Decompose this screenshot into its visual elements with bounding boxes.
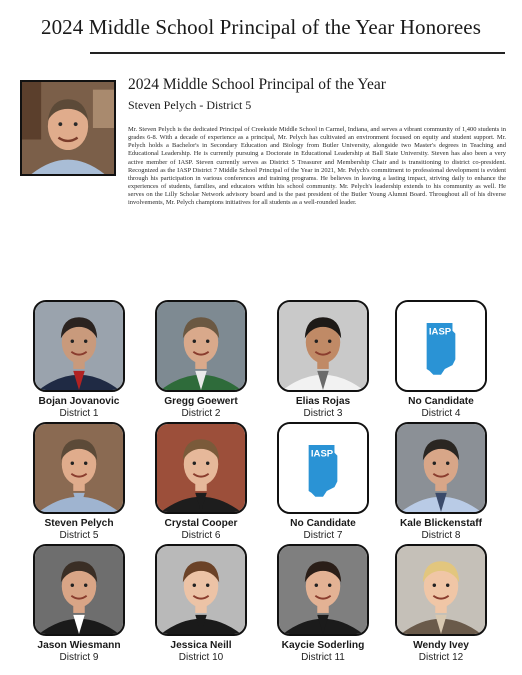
honoree-card: [148, 422, 254, 542]
honoree-card: [26, 544, 132, 664]
honoree-district: District 8: [421, 530, 461, 541]
iasp-logo-icon: [279, 424, 367, 512]
iasp-logo-text: IASP: [310, 448, 334, 460]
feature-bio: Mr. Steven Pelych is the dedicated Principal of Creekside Middle School in Carmel, Indiana, and serves a vibrant community of 1,400 students in grades 6-8. With a decade of experience as a principal, Mr. Pelych has cultivated an environment focused on equity and student support. Mr. Pelych holds a Bachelor's in Secondary Education and Biology from Butler University, alongside two Master's degrees in Teaching and Educational Leadership. He is currently pursuing a Doctorate in Educational Leadership at Ball State University. Steven has also been a very active member of IASP. Steven currently serves as District 5 Treasurer and Membership Chair and is transitioning to district co-president. Recognized as the IASP District 7 Middle School Principal of the Year in 2021, Mr. Pelych's commitment to professional development is evident through his participation in various conferences and training programs. He believes in leaving a lasting impact, striving daily to enhance the experiences of students, families, and educators within his school community. Mr. Pelych's leadership extends to his community as well. He serves on the Lilly Scholar Network advisory board and is the past president of the Butler Young Alumni Board. Throughout all of his diverse involvements, Mr. Pelych champions initiatives for all students as a well-rounded leader.: [128, 126, 506, 207]
honoree-photo: [33, 422, 125, 514]
honoree-photo: [155, 422, 247, 514]
honoree-photo: [277, 544, 369, 636]
honoree-district: District 4: [421, 408, 461, 419]
feature-heading: 2024 Middle School Principal of the Year: [128, 76, 386, 93]
honoree-card: [148, 300, 254, 420]
honoree-card: [388, 422, 494, 542]
honoree-district: District 1: [59, 408, 99, 419]
honoree-name: Bojan Jovanovic: [38, 396, 120, 407]
portrait-photo-icon: [279, 302, 367, 390]
honoree-photo: [33, 544, 125, 636]
honoree-name: Gregg Goewert: [164, 396, 238, 407]
honoree-district: District 12: [418, 652, 464, 663]
portrait-photo-icon: [157, 302, 245, 390]
honoree-district: District 10: [178, 652, 224, 663]
iasp-logo: [395, 300, 487, 392]
honoree-name: Steven Pelych: [44, 518, 114, 529]
honoree-card: [388, 544, 494, 664]
honoree-photo: [33, 300, 125, 392]
honoree-district: District 3: [303, 408, 343, 419]
portrait-photo-icon: [157, 424, 245, 512]
honoree-photo: [277, 300, 369, 392]
portrait-photo-icon: [22, 82, 114, 174]
honoree-name: Crystal Cooper: [164, 518, 238, 529]
honoree-district: District 11: [301, 652, 345, 663]
honoree-name: No Candidate: [290, 518, 356, 529]
honoree-name: Kaycie Soderling: [281, 640, 365, 651]
honoree-district: District 7: [303, 530, 343, 541]
honoree-card: [270, 544, 376, 664]
honoree-card: [270, 422, 376, 542]
honoree-photo: [395, 544, 487, 636]
page-title: 2024 Middle School Principal of the Year Honorees: [40, 15, 481, 39]
honoree-name: No Candidate: [408, 396, 474, 407]
honoree-photo: [395, 422, 487, 514]
honoree-card: [388, 300, 494, 420]
portrait-photo-icon: [397, 424, 485, 512]
iasp-logo-icon: [397, 302, 485, 390]
portrait-photo-icon: [279, 546, 367, 634]
honoree-name: Kale Blickenstaff: [399, 518, 483, 529]
portrait-photo-icon: [35, 424, 123, 512]
honoree-name: Jason Wiesmann: [37, 640, 121, 651]
honoree-photo: [155, 544, 247, 636]
portrait-photo-icon: [35, 546, 123, 634]
honoree-card: [270, 300, 376, 420]
honoree-photo: [155, 300, 247, 392]
portrait-photo-icon: [35, 302, 123, 390]
iasp-logo-text: IASP: [428, 326, 452, 338]
portrait-photo-icon: [157, 546, 245, 634]
honoree-district: District 2: [181, 408, 221, 419]
feature-subheading: Steven Pelych - District 5: [128, 98, 252, 112]
iasp-logo: [277, 422, 369, 514]
honoree-card: [148, 544, 254, 664]
honoree-district: District 5: [59, 530, 99, 541]
honoree-name: Elias Rojas: [295, 396, 351, 407]
honoree-district: District 6: [181, 530, 221, 541]
portrait-photo-icon: [397, 546, 485, 634]
honoree-name: Jessica Neill: [170, 640, 232, 651]
honoree-name: Wendy Ivey: [413, 640, 469, 651]
title-divider: [90, 52, 505, 54]
honoree-district: District 9: [59, 652, 99, 663]
honoree-card: [26, 300, 132, 420]
honoree-card: [26, 422, 132, 542]
feature-portrait-photo: [20, 80, 116, 176]
